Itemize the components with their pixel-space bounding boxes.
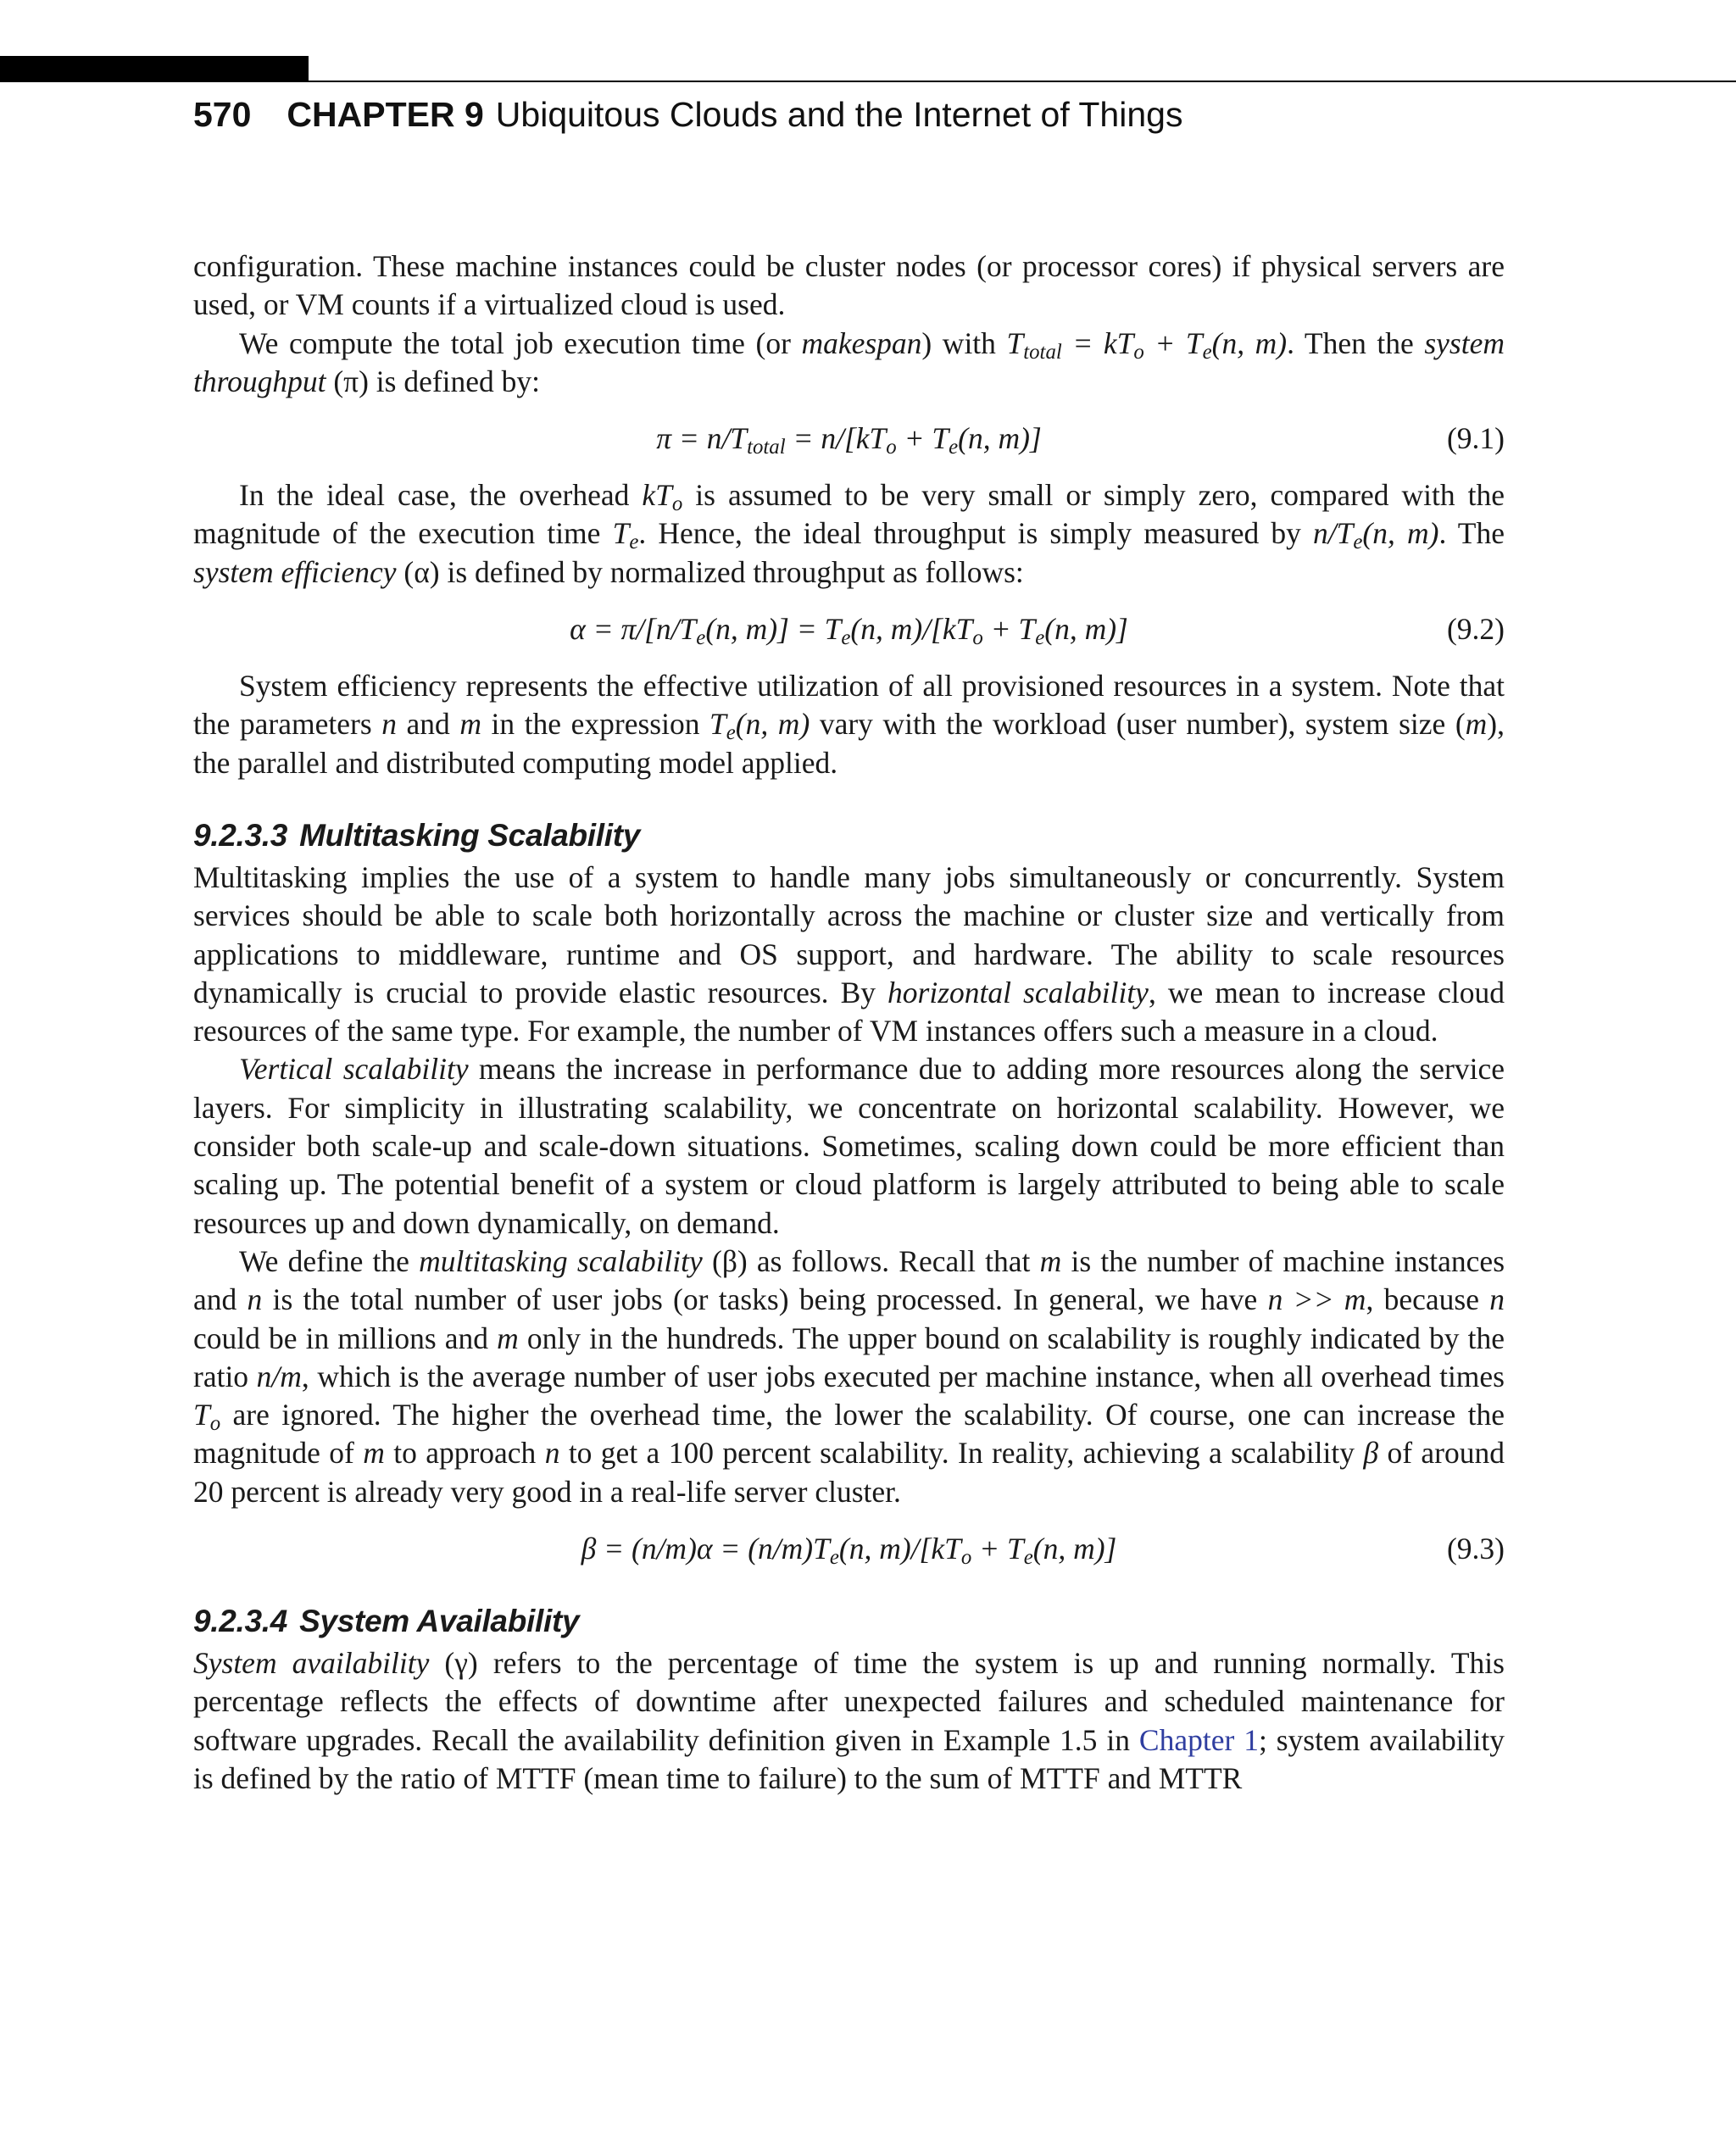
chapter-1-link[interactable]: Chapter 1 bbox=[1138, 1722, 1259, 1757]
equation-9-1 bbox=[193, 420, 1505, 458]
equation-number: (9.2) bbox=[1446, 611, 1505, 646]
equation-number: (9.1) bbox=[1446, 421, 1505, 456]
paragraph-vertical: Vertical scalability means the increase in performance due to adding more resources along the service layers. For simplicity in illustrating scalability, we concentrate on horizontal scalability. However, we consider both scale-up and scale-down situations. Sometimes, scaling down could be more efficient than scaling up. The potential benefit of a system or cloud platform is largely attributed to being able to scale resources up and down dynamically, on demand. bbox=[193, 1052, 1505, 1240]
equation-9-1-body: $\pi = n/T_{total} = n/[kT_o + T_e(n$, m)] bbox=[656, 421, 1042, 459]
paragraph-makespan: We compute the total job execution time (or makespan) with $T_{total} = kT_o + T_e(n$, m). Then the system throughput (π) is defined by: bbox=[193, 325, 1505, 398]
paragraph-scalability-def: We define the multitasking scalability (β) as follows. Recall that m is the number of machine instances and n is the total number of user jobs (or tasks) being processed. In general, we have n >> m, because n could be in millions and m only in the hundreds. The upper bound on scalability is roughly indicated by the ratio n/m, which is the average number of user jobs executed per machine instance, when all overhead times $T_o$ are ignored. The higher the overhead time, the lower the scalability. Of course, one can increase the magnitude of m to approach n to get a 100 percent scalability. In reality, achieving a scalability β of around 20 percent is already very good in a real-life server cluster. bbox=[193, 1243, 1505, 1509]
header-bar bbox=[0, 56, 309, 82]
chapter-label: CHAPTER 9 bbox=[287, 95, 484, 134]
equation-number: (9.3) bbox=[1446, 1531, 1505, 1565]
equation-9-3 bbox=[193, 1530, 1505, 1568]
equation-9-2 bbox=[193, 610, 1505, 648]
running-head bbox=[193, 95, 1182, 135]
equation-9-2-body: $\alpha = \pi/[n/T_e(n$, $m)] = T_e(n$, $m)/[kT_o + T_e(n$, m)] bbox=[570, 611, 1128, 650]
paragraph-ideal-case: In the ideal case, the overhead $kT_o$ is assumed to be very small or simply zero, compared with the magnitude of the execution time $T_e$. Hence, the ideal throughput is simply measured by $n/T_e(n$, m). The system efficiency (α) is defined by normalized throughput as follows: bbox=[193, 478, 1505, 589]
paragraph-availability: System availability (γ) refers to the percentage of time the system is up and running normally. This percentage reflects the effects of downtime after unexpected failures and scheduled maintenance for software upgrades. Recall the availability definition given in Example 1.5 in Chapter 1; system availability is defined by the ratio of MTTF (mean time to failure) to the sum of MTTF and MTTR bbox=[193, 1646, 1505, 1795]
equation-9-3-body: $\beta = (n/m)\alpha = (n/m)T_e(n$, $m)/[kT_o + T_e(n$, m)] bbox=[581, 1531, 1117, 1570]
paragraph-multitasking: Multitasking implies the use of a system to handle many jobs simultaneously or concurrently. System services should be able to scale both horizontally across the machine or cluster size and vertically from applications to middleware, runtime and OS support, and hardware. The ability to scale resources dynamically is crucial to provide elastic resources. By horizontal scalability, we mean to increase cloud resources of the same type. For example, the number of VM instances offers such a measure in a cloud. bbox=[193, 859, 1505, 1048]
page-body bbox=[193, 247, 1505, 1798]
page-number: 570 bbox=[193, 95, 252, 134]
section-heading-multitasking: 9.2.3.3 Multitasking Scalability bbox=[193, 817, 641, 853]
paragraph-efficiency: System efficiency represents the effective utilization of all provisioned resources in a system. Note that the parameters n and m in the expression $T_e(n$, m) vary with the workload (user number), system size (m), the parallel and distributed computing model applied. bbox=[193, 669, 1505, 780]
header-rule bbox=[309, 81, 1736, 82]
chapter-title: Ubiquitous Clouds and the Internet of Things bbox=[495, 95, 1183, 134]
section-heading-availability: 9.2.3.4 System Availability bbox=[193, 1604, 580, 1639]
paragraph-intro: configuration. These machine instances could be cluster nodes (or processor cores) if physical servers are used, or VM counts if a virtualized cloud is used. bbox=[193, 249, 1505, 322]
